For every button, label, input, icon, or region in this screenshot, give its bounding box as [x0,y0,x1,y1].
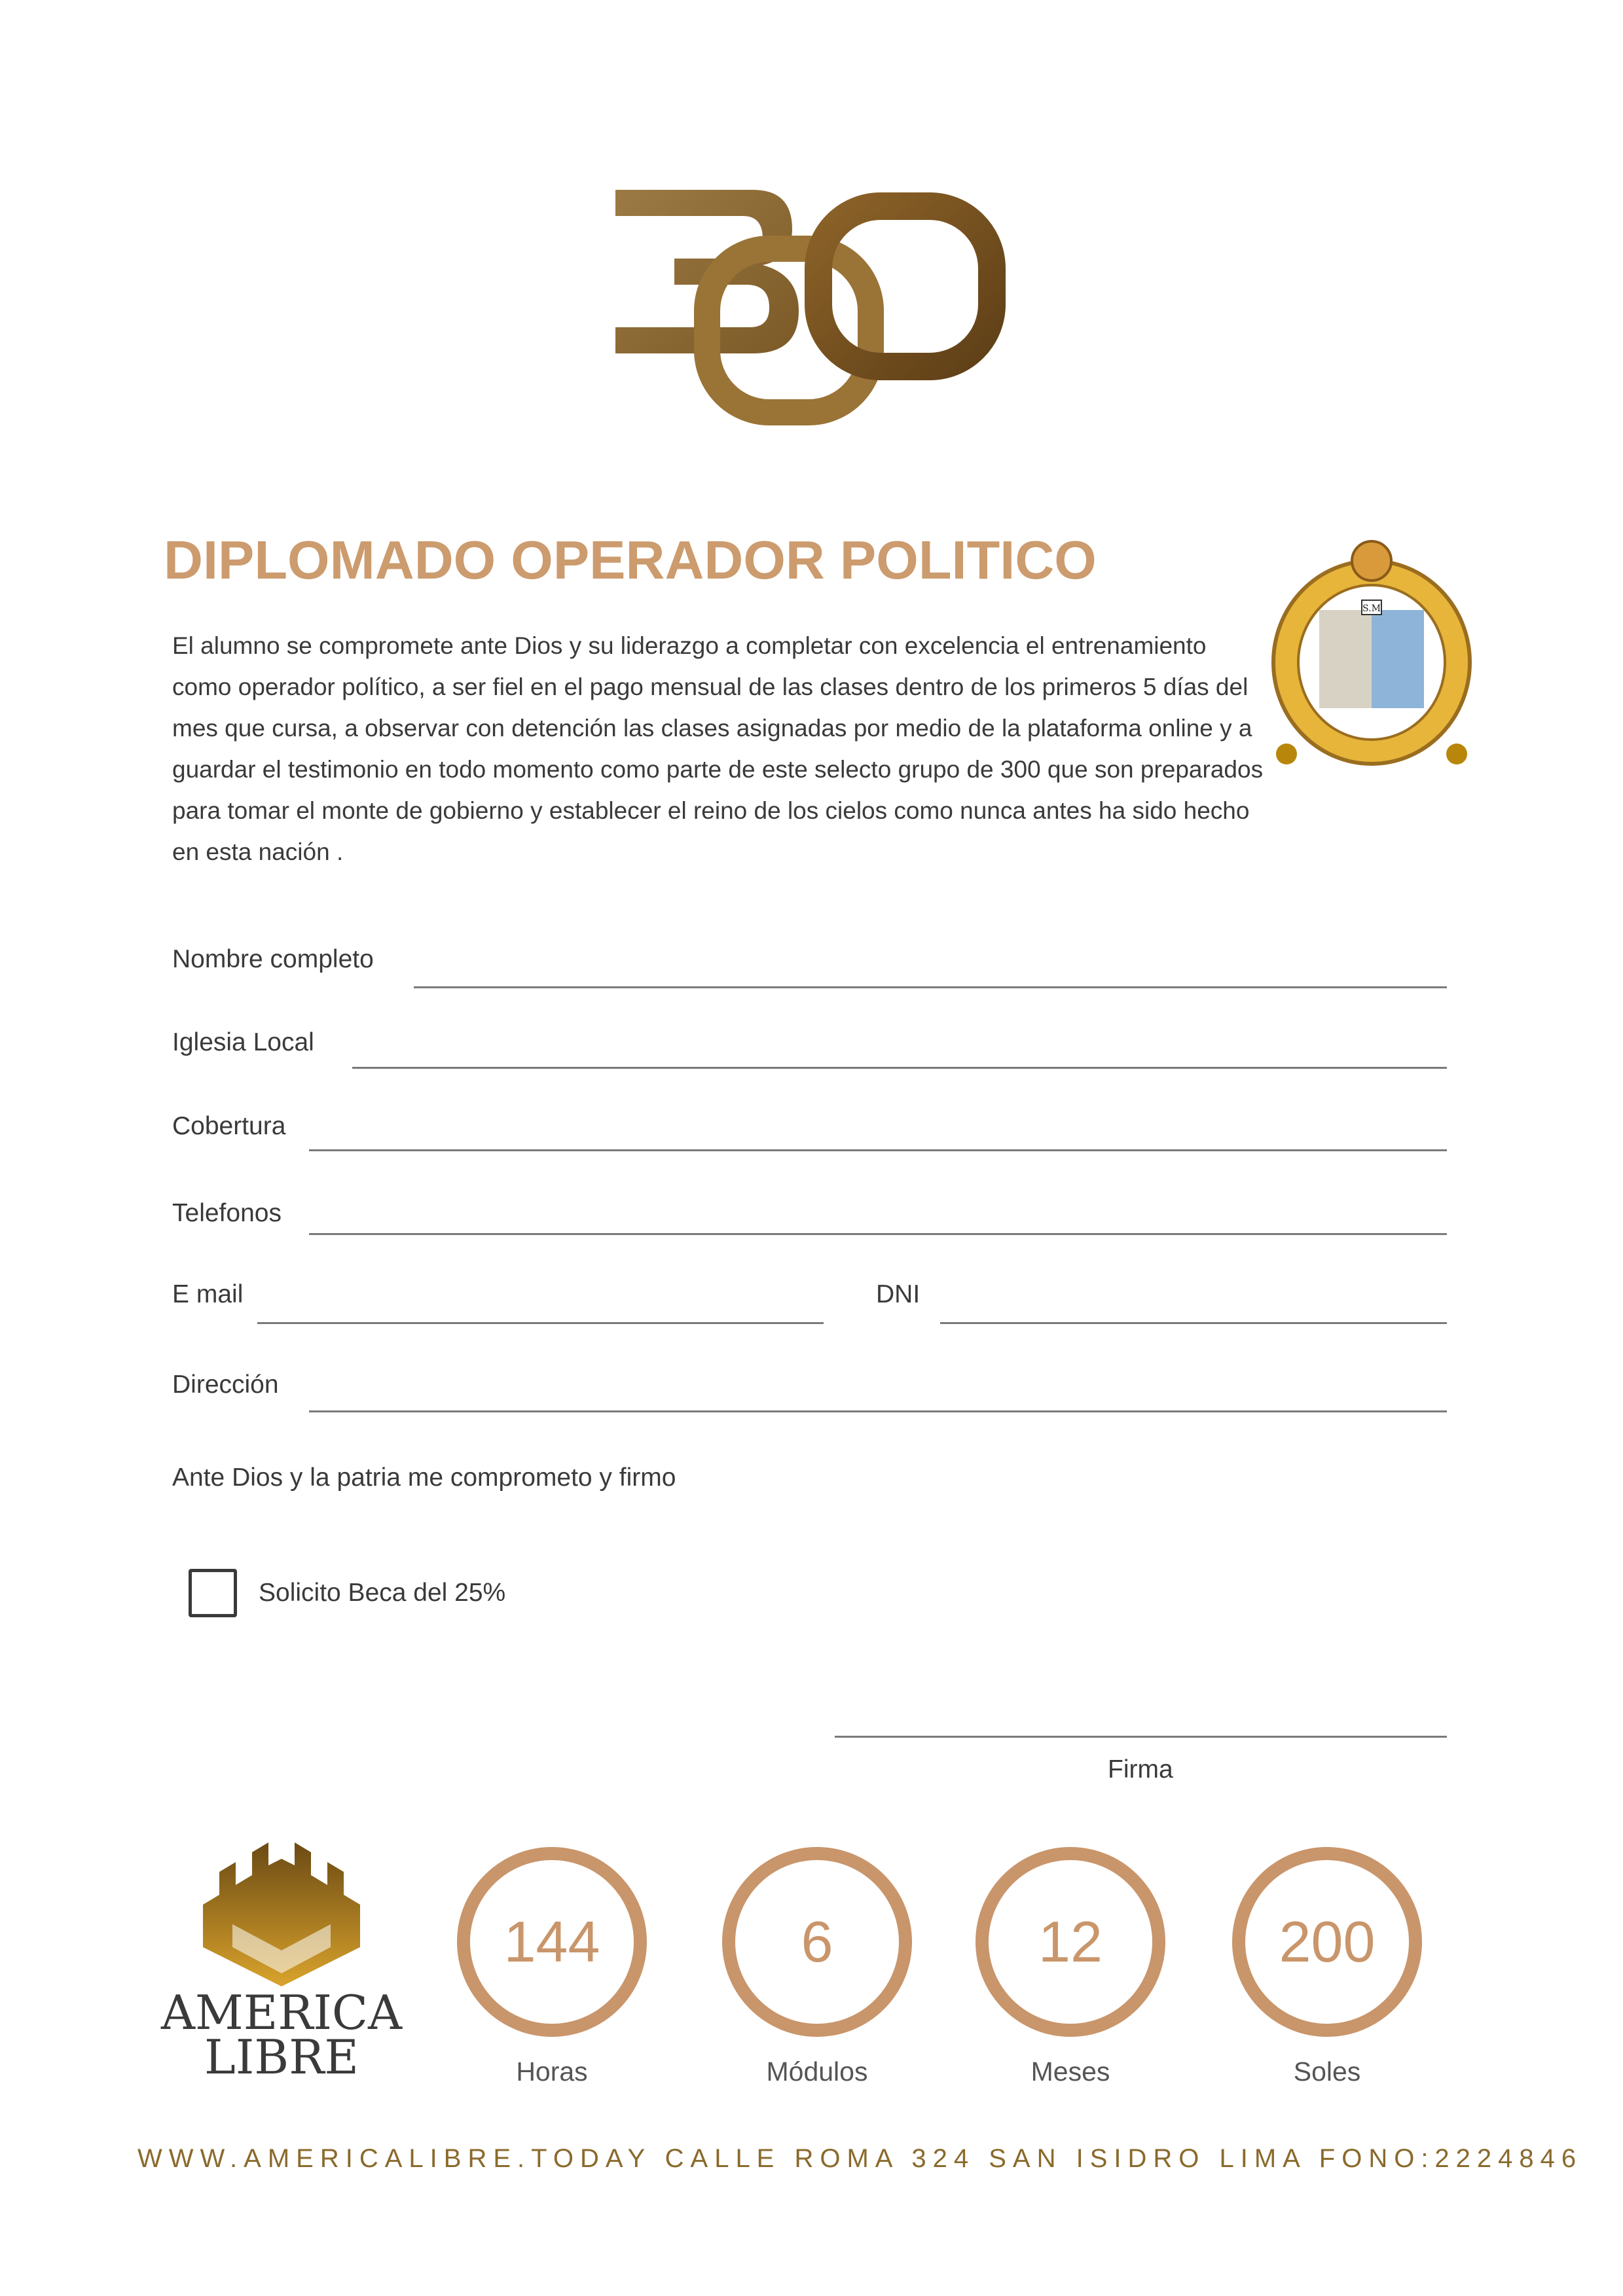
nombre-field[interactable] [414,986,1447,988]
beca-label: Solicito Beca del 25% [259,1579,506,1607]
telefonos-label: Telefonos [172,1199,282,1227]
signature-label: Firma [1108,1755,1173,1784]
direccion-label: Dirección [172,1371,279,1399]
direccion-field[interactable] [309,1410,1447,1412]
brand-line1: AMERICA [160,1985,403,2040]
stat-value: 144 [503,1909,600,1974]
stat-circle-soles [1232,1847,1422,2037]
pledge-paragraph: El alumno se compromete ante Dios y su liderazgo a completar con excelencia el entrenamiento como operador político, a ser fiel en el pago mensual de las clases dentro de los primeros 5 días del mes que cursa, a observar con detención las clases asignadas por medio de la plataforma online y a guardar el testimonio en todo momento como parte de este selecto grupo de 300 que son preparados para tomar el monte de gobierno y establecer el reino de los cielos como nunca antes ha sido hecho en esta nación . [172,632,1264,865]
university-crest-icon [1264,538,1480,780]
stat-label: Horas [516,2056,588,2087]
digit-zero-right-shape [818,206,992,367]
stat-circle-modulos [722,1847,912,2037]
signature-field[interactable] [835,1736,1447,1738]
dni-field[interactable] [940,1322,1447,1324]
commitment-text: Ante Dios y la patria me comprometo y firmo [172,1463,676,1492]
brand-line2: LIBRE [204,2030,359,2085]
stat-value: 12 [1038,1909,1103,1974]
america-libre-logo [157,1833,406,2094]
stat-label: Meses [1030,2056,1110,2087]
stat-label: Módulos [766,2056,868,2087]
beca-checkbox[interactable] [189,1569,237,1617]
telefonos-field[interactable] [309,1233,1447,1235]
stat-value: 6 [801,1909,833,1974]
stat-value: 200 [1279,1909,1376,1974]
dni-label: DNI [876,1280,921,1308]
cobertura-label: Cobertura [172,1112,286,1140]
stat-label: Soles [1293,2056,1361,2087]
stat-circle-meses [976,1847,1165,2037]
email-field[interactable] [257,1322,824,1324]
page-title: DIPLOMADO OPERADOR POLITICO [164,529,1097,590]
svg-text:S.M: S.M [1362,603,1381,614]
300-logo [602,167,1008,429]
footer-contact: WWW.AMERICALIBRE.TODAY CALLE ROMA 324 SAN ISIDRO LIMA FONO:2224846 [137,2144,1583,2173]
iglesia-field[interactable] [352,1067,1447,1069]
stat-circle-horas [457,1847,647,2037]
cobertura-field[interactable] [309,1149,1447,1151]
email-label: E mail [172,1280,244,1308]
iglesia-label: Iglesia Local [172,1028,314,1056]
nombre-label: Nombre completo [172,945,374,973]
